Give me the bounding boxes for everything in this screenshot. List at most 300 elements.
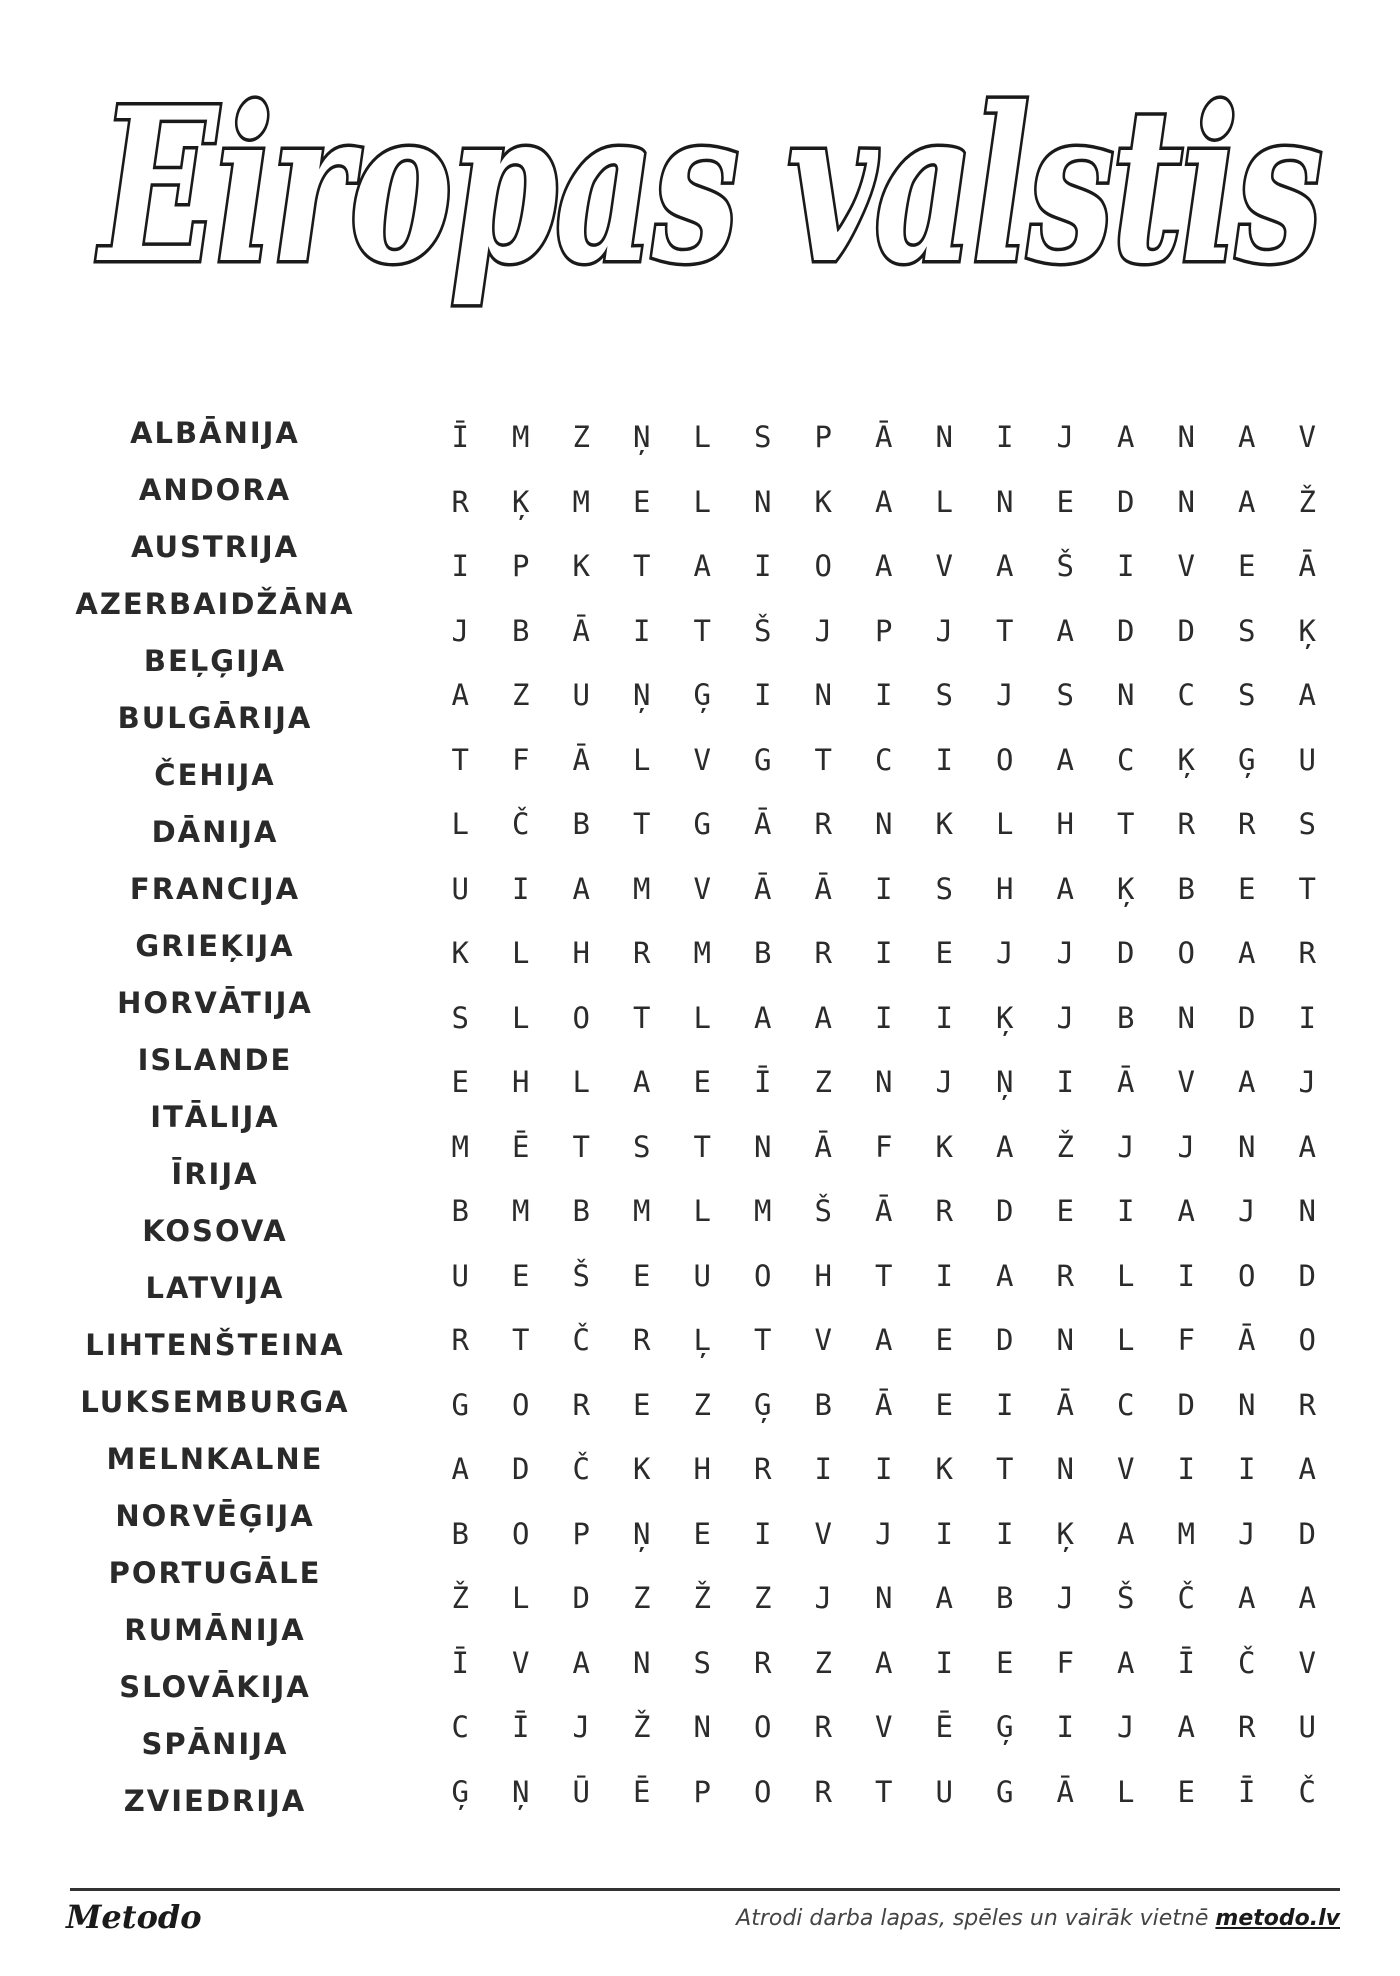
grid-cell[interactable]: Ā [1238, 1323, 1256, 1357]
grid-cell[interactable]: M [451, 1129, 469, 1164]
grid-cell[interactable]: J [451, 613, 469, 648]
grid-cell[interactable]: O [996, 742, 1014, 777]
grid-cell[interactable]: A [875, 484, 893, 519]
grid-cell[interactable]: N [996, 484, 1014, 519]
grid-cell[interactable]: Ā [1298, 549, 1316, 583]
grid-cell[interactable]: S [935, 678, 953, 712]
grid-cell[interactable]: G [693, 807, 711, 841]
grid-cell[interactable]: M [512, 420, 530, 454]
grid-cell[interactable]: S [754, 420, 772, 454]
grid-cell[interactable]: J [1117, 1710, 1135, 1744]
grid-cell[interactable]: J [875, 1516, 893, 1551]
grid-cell[interactable]: Ģ [693, 678, 711, 712]
grid-cell[interactable]: C [451, 1710, 469, 1744]
grid-cell[interactable]: L [512, 1000, 530, 1035]
grid-cell[interactable]: T [572, 1129, 590, 1164]
grid-cell[interactable]: R [1238, 807, 1256, 841]
grid-cell[interactable]: U [693, 1258, 711, 1293]
grid-cell[interactable]: K [633, 1452, 651, 1486]
grid-cell[interactable]: M [754, 1194, 772, 1228]
grid-cell[interactable]: S [451, 1000, 469, 1035]
grid-cell[interactable]: Ē [512, 1129, 530, 1164]
grid-cell[interactable]: N [1298, 1194, 1316, 1228]
grid-cell[interactable]: M [512, 1194, 530, 1228]
grid-cell[interactable]: E [1238, 549, 1256, 583]
grid-cell[interactable]: U [451, 871, 469, 906]
grid-cell[interactable]: E [935, 1323, 953, 1357]
grid-cell[interactable]: I [1056, 1065, 1074, 1099]
grid-cell[interactable]: I [1056, 1710, 1074, 1744]
grid-cell[interactable]: V [1298, 420, 1316, 454]
grid-cell[interactable]: U [451, 1258, 469, 1293]
grid-cell[interactable]: E [935, 936, 953, 970]
grid-cell[interactable]: Ķ [1056, 1516, 1074, 1551]
grid-cell[interactable]: T [633, 807, 651, 841]
grid-cell[interactable]: I [814, 1452, 832, 1486]
grid-cell[interactable]: V [1177, 1065, 1195, 1099]
grid-cell[interactable]: Z [814, 1645, 832, 1680]
grid-cell[interactable]: Z [754, 1581, 772, 1615]
grid-cell[interactable]: N [814, 678, 832, 712]
grid-cell[interactable]: V [814, 1323, 832, 1357]
grid-cell[interactable]: I [875, 871, 893, 906]
grid-cell[interactable]: N [935, 420, 953, 454]
grid-cell[interactable]: G [996, 1774, 1014, 1809]
grid-cell[interactable]: L [693, 484, 711, 519]
grid-cell[interactable]: Ģ [1238, 742, 1256, 777]
grid-cell[interactable]: Ā [875, 1194, 893, 1228]
grid-cell[interactable]: Ž [451, 1581, 469, 1615]
grid-cell[interactable]: M [572, 484, 590, 519]
grid-cell[interactable]: T [693, 1129, 711, 1164]
grid-cell[interactable]: Ā [1056, 1774, 1074, 1809]
grid-cell[interactable]: P [875, 613, 893, 648]
grid-cell[interactable]: J [935, 1065, 953, 1099]
grid-cell[interactable]: Ā [814, 1129, 832, 1164]
grid-cell[interactable]: H [693, 1452, 711, 1486]
grid-cell[interactable]: L [451, 807, 469, 841]
grid-cell[interactable]: A [1056, 613, 1074, 648]
grid-cell[interactable]: I [935, 1258, 953, 1293]
grid-cell[interactable]: T [451, 742, 469, 777]
grid-cell[interactable]: J [1238, 1194, 1256, 1228]
grid-cell[interactable]: A [875, 549, 893, 583]
grid-cell[interactable]: S [935, 871, 953, 906]
grid-cell[interactable]: O [754, 1774, 772, 1809]
grid-cell[interactable]: I [935, 742, 953, 777]
grid-cell[interactable]: Č [572, 1452, 590, 1486]
grid-cell[interactable]: M [633, 1194, 651, 1228]
grid-cell[interactable]: T [814, 742, 832, 777]
grid-cell[interactable]: Z [814, 1065, 832, 1099]
grid-cell[interactable]: O [754, 1258, 772, 1293]
grid-cell[interactable]: Ī [1238, 1774, 1256, 1809]
grid-cell[interactable]: A [875, 1323, 893, 1357]
grid-cell[interactable]: Ū [572, 1774, 590, 1809]
grid-cell[interactable]: E [1177, 1774, 1195, 1809]
grid-cell[interactable]: H [1056, 807, 1074, 841]
grid-cell[interactable]: K [935, 1452, 953, 1486]
grid-cell[interactable]: C [875, 742, 893, 777]
grid-cell[interactable]: I [1238, 1452, 1256, 1486]
grid-cell[interactable]: Ž [633, 1710, 651, 1744]
grid-cell[interactable]: R [451, 1323, 469, 1357]
grid-cell[interactable]: M [1177, 1516, 1195, 1551]
grid-cell[interactable]: J [1298, 1065, 1316, 1099]
grid-cell[interactable]: A [451, 678, 469, 712]
grid-cell[interactable]: I [754, 678, 772, 712]
grid-cell[interactable]: R [451, 484, 469, 519]
grid-cell[interactable]: B [754, 936, 772, 970]
grid-cell[interactable]: Ņ [512, 1774, 530, 1809]
grid-cell[interactable]: L [512, 936, 530, 970]
grid-cell[interactable]: L [693, 1194, 711, 1228]
grid-cell[interactable]: V [512, 1645, 530, 1680]
grid-cell[interactable]: J [1056, 420, 1074, 454]
grid-cell[interactable]: A [1117, 1516, 1135, 1551]
grid-cell[interactable]: B [572, 1194, 590, 1228]
grid-cell[interactable]: Z [693, 1387, 711, 1422]
grid-cell[interactable]: O [1298, 1323, 1316, 1357]
site-link[interactable]: metodo.lv [1215, 1906, 1340, 1931]
grid-cell[interactable]: I [1177, 1258, 1195, 1293]
grid-cell[interactable]: T [875, 1258, 893, 1293]
grid-cell[interactable]: U [572, 678, 590, 712]
grid-cell[interactable]: B [512, 613, 530, 648]
grid-cell[interactable]: I [512, 871, 530, 906]
grid-cell[interactable]: T [633, 1000, 651, 1035]
grid-cell[interactable]: J [996, 678, 1014, 712]
grid-cell[interactable]: I [875, 678, 893, 712]
grid-cell[interactable]: H [814, 1258, 832, 1293]
grid-cell[interactable]: A [1238, 936, 1256, 970]
grid-cell[interactable]: A [1298, 678, 1316, 712]
grid-cell[interactable]: M [693, 936, 711, 970]
grid-cell[interactable]: D [512, 1452, 530, 1486]
grid-cell[interactable]: T [1298, 871, 1316, 906]
grid-cell[interactable]: N [1117, 678, 1135, 712]
grid-cell[interactable]: T [996, 1452, 1014, 1486]
grid-cell[interactable]: Ž [1056, 1129, 1074, 1164]
grid-cell[interactable]: L [633, 742, 651, 777]
grid-cell[interactable]: A [996, 1258, 1014, 1293]
grid-cell[interactable]: I [996, 420, 1014, 454]
grid-cell[interactable]: E [693, 1516, 711, 1551]
grid-cell[interactable]: Č [1177, 1581, 1195, 1615]
grid-cell[interactable]: A [572, 871, 590, 906]
grid-cell[interactable]: Z [512, 678, 530, 712]
grid-cell[interactable]: Ģ [996, 1710, 1014, 1744]
grid-cell[interactable]: A [1238, 1065, 1256, 1099]
grid-cell[interactable]: L [935, 484, 953, 519]
grid-cell[interactable]: D [1117, 936, 1135, 970]
grid-cell[interactable]: R [1298, 1387, 1316, 1422]
grid-cell[interactable]: T [996, 613, 1014, 648]
grid-cell[interactable]: Ā [572, 613, 590, 648]
grid-cell[interactable]: N [1056, 1323, 1074, 1357]
grid-cell[interactable]: L [1117, 1774, 1135, 1809]
grid-cell[interactable]: H [572, 936, 590, 970]
grid-cell[interactable]: B [996, 1581, 1014, 1615]
grid-cell[interactable]: Ž [693, 1581, 711, 1615]
grid-cell[interactable]: I [754, 1516, 772, 1551]
grid-cell[interactable]: F [1177, 1323, 1195, 1357]
grid-cell[interactable]: N [1238, 1129, 1256, 1164]
grid-cell[interactable]: Ē [935, 1710, 953, 1744]
grid-cell[interactable]: R [1056, 1258, 1074, 1293]
grid-cell[interactable]: N [1177, 420, 1195, 454]
grid-cell[interactable]: S [1238, 678, 1256, 712]
grid-cell[interactable]: B [451, 1194, 469, 1228]
grid-cell[interactable]: R [814, 1774, 832, 1809]
grid-cell[interactable]: D [1298, 1258, 1316, 1293]
grid-cell[interactable]: M [633, 871, 651, 906]
grid-cell[interactable]: I [451, 549, 469, 583]
grid-cell[interactable]: P [572, 1516, 590, 1551]
grid-cell[interactable]: Ž [1298, 484, 1316, 519]
grid-cell[interactable]: N [875, 807, 893, 841]
grid-cell[interactable]: I [935, 1000, 953, 1035]
grid-cell[interactable]: A [814, 1000, 832, 1035]
grid-cell[interactable]: J [1056, 1000, 1074, 1035]
grid-cell[interactable]: R [1238, 1710, 1256, 1744]
grid-cell[interactable]: Ā [875, 1387, 893, 1422]
grid-cell[interactable]: F [1056, 1645, 1074, 1680]
grid-cell[interactable]: N [1177, 484, 1195, 519]
grid-cell[interactable]: Ē [633, 1774, 651, 1809]
grid-cell[interactable]: O [512, 1387, 530, 1422]
grid-cell[interactable]: S [1056, 678, 1074, 712]
grid-cell[interactable]: I [875, 1000, 893, 1035]
grid-cell[interactable]: V [693, 742, 711, 777]
grid-cell[interactable]: R [1298, 936, 1316, 970]
grid-cell[interactable]: R [754, 1645, 772, 1680]
grid-cell[interactable]: A [875, 1645, 893, 1680]
grid-cell[interactable]: J [1177, 1129, 1195, 1164]
grid-cell[interactable]: G [754, 742, 772, 777]
grid-cell[interactable]: O [572, 1000, 590, 1035]
grid-cell[interactable]: J [1056, 1581, 1074, 1615]
grid-cell[interactable]: Ņ [633, 678, 651, 712]
grid-cell[interactable]: K [935, 1129, 953, 1164]
grid-cell[interactable]: A [1238, 420, 1256, 454]
grid-cell[interactable]: D [1117, 613, 1135, 648]
grid-cell[interactable]: R [935, 1194, 953, 1228]
grid-cell[interactable]: R [1177, 807, 1195, 841]
grid-cell[interactable]: I [754, 549, 772, 583]
grid-cell[interactable]: I [996, 1387, 1014, 1422]
grid-cell[interactable]: J [1056, 936, 1074, 970]
grid-cell[interactable]: Ķ [1117, 871, 1135, 906]
grid-cell[interactable]: E [693, 1065, 711, 1099]
grid-cell[interactable]: Ņ [996, 1065, 1014, 1099]
grid-cell[interactable]: L [1117, 1323, 1135, 1357]
grid-cell[interactable]: D [1117, 484, 1135, 519]
grid-cell[interactable]: G [451, 1387, 469, 1422]
grid-cell[interactable]: B [1177, 871, 1195, 906]
grid-cell[interactable]: Č [512, 807, 530, 841]
grid-cell[interactable]: D [1177, 613, 1195, 648]
grid-cell[interactable]: A [1177, 1710, 1195, 1744]
grid-cell[interactable]: I [633, 613, 651, 648]
grid-cell[interactable]: I [996, 1516, 1014, 1551]
grid-cell[interactable]: B [1117, 1000, 1135, 1035]
grid-cell[interactable]: F [875, 1129, 893, 1164]
grid-cell[interactable]: R [754, 1452, 772, 1486]
grid-cell[interactable]: E [512, 1258, 530, 1293]
grid-cell[interactable]: A [1298, 1129, 1316, 1164]
grid-cell[interactable]: V [1298, 1645, 1316, 1680]
grid-cell[interactable]: O [754, 1710, 772, 1744]
grid-cell[interactable]: U [1298, 1710, 1316, 1744]
grid-cell[interactable]: P [512, 549, 530, 583]
grid-cell[interactable]: Ī [754, 1065, 772, 1099]
grid-cell[interactable]: P [693, 1774, 711, 1809]
grid-cell[interactable]: K [451, 936, 469, 970]
grid-cell[interactable]: E [633, 484, 651, 519]
grid-cell[interactable]: R [633, 936, 651, 970]
grid-cell[interactable]: Ī [451, 420, 469, 454]
grid-cell[interactable]: Z [572, 420, 590, 454]
grid-cell[interactable]: I [935, 1516, 953, 1551]
grid-cell[interactable]: R [814, 807, 832, 841]
grid-cell[interactable]: D [1177, 1387, 1195, 1422]
grid-cell[interactable]: D [1298, 1516, 1316, 1551]
grid-cell[interactable]: Ā [754, 807, 772, 841]
grid-cell[interactable]: K [814, 484, 832, 519]
grid-cell[interactable]: V [1177, 549, 1195, 583]
grid-cell[interactable]: Ā [1117, 1065, 1135, 1099]
grid-cell[interactable]: Ļ [693, 1323, 711, 1357]
grid-cell[interactable]: O [814, 549, 832, 583]
grid-cell[interactable]: I [1177, 1452, 1195, 1486]
grid-cell[interactable]: Ņ [633, 420, 651, 454]
grid-cell[interactable]: N [875, 1065, 893, 1099]
grid-cell[interactable]: R [633, 1323, 651, 1357]
grid-cell[interactable]: B [572, 807, 590, 841]
grid-cell[interactable]: K [572, 549, 590, 583]
grid-cell[interactable]: L [572, 1065, 590, 1099]
grid-cell[interactable]: E [451, 1065, 469, 1099]
grid-cell[interactable]: Š [572, 1258, 590, 1293]
grid-cell[interactable]: V [814, 1516, 832, 1551]
grid-cell[interactable]: A [572, 1645, 590, 1680]
grid-cell[interactable]: Š [1056, 549, 1074, 583]
grid-cell[interactable]: H [512, 1065, 530, 1099]
grid-cell[interactable]: A [1238, 1581, 1256, 1615]
grid-cell[interactable]: Ņ [633, 1516, 651, 1551]
grid-cell[interactable]: U [935, 1774, 953, 1809]
grid-cell[interactable]: A [1117, 1645, 1135, 1680]
grid-cell[interactable]: A [1298, 1581, 1316, 1615]
grid-cell[interactable]: D [996, 1323, 1014, 1357]
grid-cell[interactable]: O [1177, 936, 1195, 970]
grid-cell[interactable]: Ī [512, 1710, 530, 1744]
grid-cell[interactable]: Ā [814, 871, 832, 906]
grid-cell[interactable]: A [1238, 484, 1256, 519]
grid-cell[interactable]: N [633, 1645, 651, 1680]
grid-cell[interactable]: Š [814, 1194, 832, 1228]
grid-cell[interactable]: Ķ [512, 484, 530, 519]
grid-cell[interactable]: J [996, 936, 1014, 970]
grid-cell[interactable]: B [814, 1387, 832, 1422]
grid-cell[interactable]: Š [754, 613, 772, 648]
grid-cell[interactable]: Č [1298, 1774, 1316, 1809]
grid-cell[interactable]: E [633, 1258, 651, 1293]
grid-cell[interactable]: L [693, 420, 711, 454]
grid-cell[interactable]: S [693, 1645, 711, 1680]
grid-cell[interactable]: Ī [1177, 1645, 1195, 1680]
grid-cell[interactable]: A [693, 549, 711, 583]
grid-cell[interactable]: S [1238, 613, 1256, 648]
grid-cell[interactable]: Ā [875, 420, 893, 454]
grid-cell[interactable]: L [996, 807, 1014, 841]
grid-cell[interactable]: Š [1117, 1581, 1135, 1615]
grid-cell[interactable]: A [633, 1065, 651, 1099]
grid-cell[interactable]: V [875, 1710, 893, 1744]
grid-cell[interactable]: Ķ [996, 1000, 1014, 1035]
grid-cell[interactable]: T [1117, 807, 1135, 841]
grid-cell[interactable]: S [1298, 807, 1316, 841]
grid-cell[interactable]: R [814, 1710, 832, 1744]
grid-cell[interactable]: L [1117, 1258, 1135, 1293]
grid-cell[interactable]: E [1238, 871, 1256, 906]
grid-cell[interactable]: Ā [754, 871, 772, 906]
grid-cell[interactable]: S [633, 1129, 651, 1164]
grid-cell[interactable]: I [1117, 1194, 1135, 1228]
grid-cell[interactable]: I [875, 936, 893, 970]
grid-cell[interactable]: Ā [1056, 1387, 1074, 1422]
grid-cell[interactable]: T [512, 1323, 530, 1357]
grid-cell[interactable]: F [512, 742, 530, 777]
grid-cell[interactable]: V [1117, 1452, 1135, 1486]
grid-cell[interactable]: O [1238, 1258, 1256, 1293]
grid-cell[interactable]: E [1056, 484, 1074, 519]
grid-cell[interactable]: I [1117, 549, 1135, 583]
grid-cell[interactable]: Ķ [1298, 613, 1316, 648]
grid-cell[interactable]: A [1117, 420, 1135, 454]
grid-cell[interactable]: L [512, 1581, 530, 1615]
grid-cell[interactable]: Č [1238, 1645, 1256, 1680]
grid-cell[interactable]: K [935, 807, 953, 841]
grid-cell[interactable]: Ģ [754, 1387, 772, 1422]
grid-cell[interactable]: R [572, 1387, 590, 1422]
grid-cell[interactable]: T [754, 1323, 772, 1357]
grid-cell[interactable]: N [754, 484, 772, 519]
grid-cell[interactable]: I [875, 1452, 893, 1486]
grid-cell[interactable]: J [814, 613, 832, 648]
grid-cell[interactable]: J [935, 613, 953, 648]
grid-cell[interactable]: D [572, 1581, 590, 1615]
grid-cell[interactable]: A [935, 1581, 953, 1615]
grid-cell[interactable]: A [996, 1129, 1014, 1164]
grid-cell[interactable]: I [935, 1645, 953, 1680]
grid-cell[interactable]: N [1056, 1452, 1074, 1486]
grid-cell[interactable]: B [451, 1516, 469, 1551]
grid-cell[interactable]: A [1298, 1452, 1316, 1486]
grid-cell[interactable]: D [1238, 1000, 1256, 1035]
grid-cell[interactable]: A [996, 549, 1014, 583]
grid-cell[interactable]: A [1056, 742, 1074, 777]
grid-cell[interactable]: C [1117, 1387, 1135, 1422]
grid-cell[interactable]: J [814, 1581, 832, 1615]
grid-cell[interactable]: J [572, 1710, 590, 1744]
grid-cell[interactable]: E [996, 1645, 1014, 1680]
grid-cell[interactable]: N [875, 1581, 893, 1615]
grid-cell[interactable]: A [754, 1000, 772, 1035]
grid-cell[interactable]: N [693, 1710, 711, 1744]
grid-cell[interactable]: T [875, 1774, 893, 1809]
